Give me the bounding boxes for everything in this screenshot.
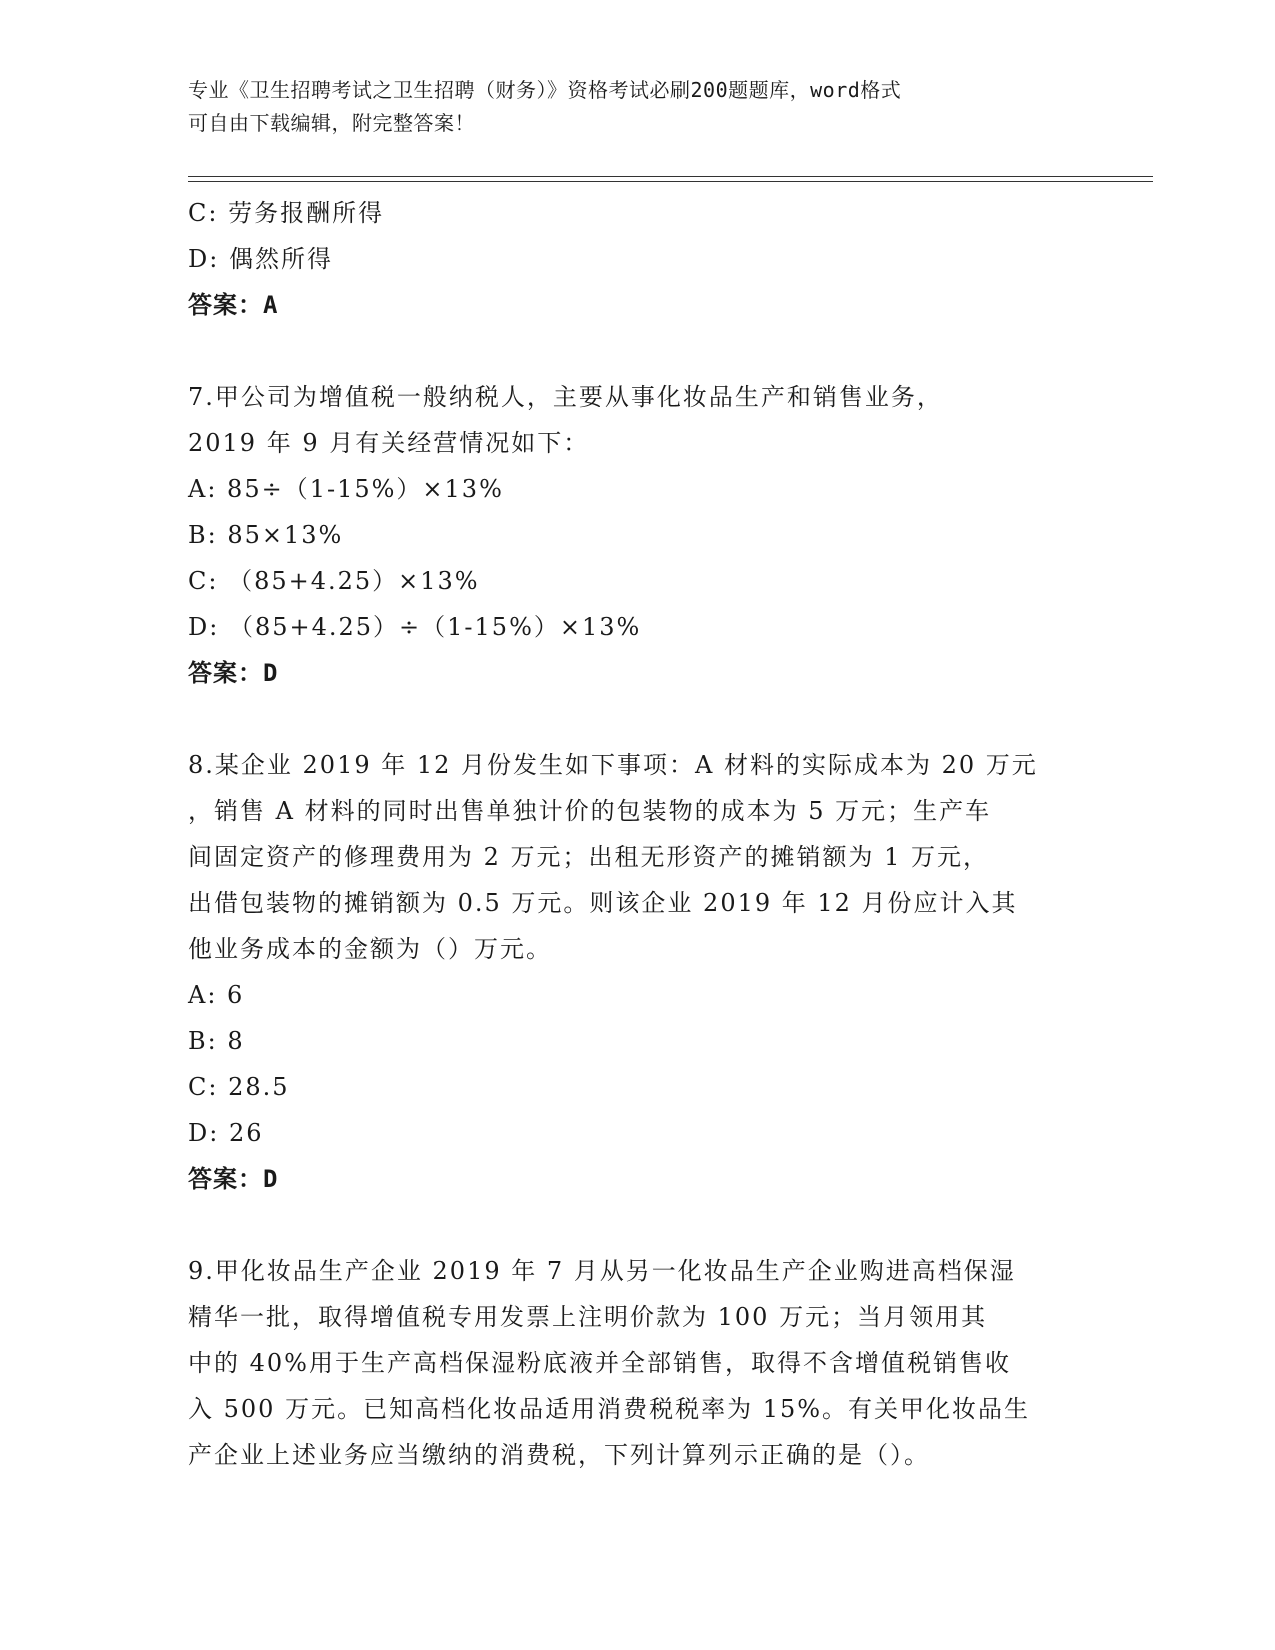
question-stem-line: 产企业上述业务应当缴纳的消费税，下列计算列示正确的是（）。 — [188, 1441, 930, 1469]
document-body — [188, 190, 1088, 1478]
question-stem-line: 中的 40%用于生产高档保湿粉底液并全部销售，取得不含增值税销售收 — [188, 1349, 1011, 1377]
option-a: A: 6 — [188, 981, 245, 1009]
option-c: C: 28.5 — [188, 1073, 290, 1101]
question-stem-line: 9.甲化妆品生产企业 2019 年 7 月从另一化妆品生产企业购进高档保湿 — [188, 1257, 1016, 1285]
question-6-continued — [188, 190, 1088, 328]
question-stem-line: 出借包装物的摊销额为 0.5 万元。则该企业 2019 年 12 月份应计入其 — [188, 889, 1018, 917]
question-stem-line: 入 500 万元。已知高档化妆品适用消费税税率为 15%。有关甲化妆品生 — [188, 1395, 1031, 1423]
spacer — [188, 328, 1088, 374]
option-b: B: 8 — [188, 1027, 245, 1055]
question-stem-line: 2019 年 9 月有关经营情况如下： — [188, 429, 590, 457]
option-b: B: 85×13% — [188, 521, 344, 549]
header-title-line-1: 专业《卫生招聘考试之卫生招聘（财务）》资格考试必刷200题题库，word格式 — [188, 78, 902, 102]
option-d: D: （85+4.25）÷（1-15%）×13% — [188, 613, 642, 641]
answer-line: 答案：A — [188, 291, 279, 319]
question-stem-line: 他业务成本的金额为（）万元。 — [188, 935, 552, 963]
option-a: A: 85÷（1-15%）×13% — [188, 475, 504, 503]
answer-line: 答案：D — [188, 659, 279, 687]
question-stem-line: 8.某企业 2019 年 12 月份发生如下事项：A 材料的实际成本为 20 万元 — [188, 751, 1038, 779]
header-divider-secondary — [188, 181, 1153, 182]
header-divider — [188, 176, 1153, 177]
question-stem-line: 7.甲公司为增值税一般纳税人，主要从事化妆品生产和销售业务， — [188, 383, 943, 411]
option-c: C: 劳务报酬所得 — [188, 199, 385, 227]
question-stem-line: ，销售 A 材料的同时出售单独计价的包装物的成本为 5 万元；生产车 — [188, 797, 992, 825]
option-d: D: 偶然所得 — [188, 245, 333, 273]
question-stem-line: 间固定资产的修理费用为 2 万元；出租无形资产的摊销额为 1 万元， — [188, 843, 990, 871]
option-c: C: （85+4.25）×13% — [188, 567, 480, 595]
question-stem-line: 精华一批，取得增值税专用发票上注明价款为 100 万元；当月领用其 — [188, 1303, 988, 1331]
answer-line: 答案：D — [188, 1165, 279, 1193]
question-8 — [188, 742, 1088, 1202]
question-7 — [188, 374, 1088, 696]
spacer — [188, 696, 1088, 742]
question-9 — [188, 1248, 1088, 1478]
option-d: D: 26 — [188, 1119, 264, 1147]
document-header — [188, 74, 1088, 140]
spacer — [188, 1202, 1088, 1248]
header-title-line-2: 可自由下载编辑，附完整答案！ — [188, 111, 475, 135]
